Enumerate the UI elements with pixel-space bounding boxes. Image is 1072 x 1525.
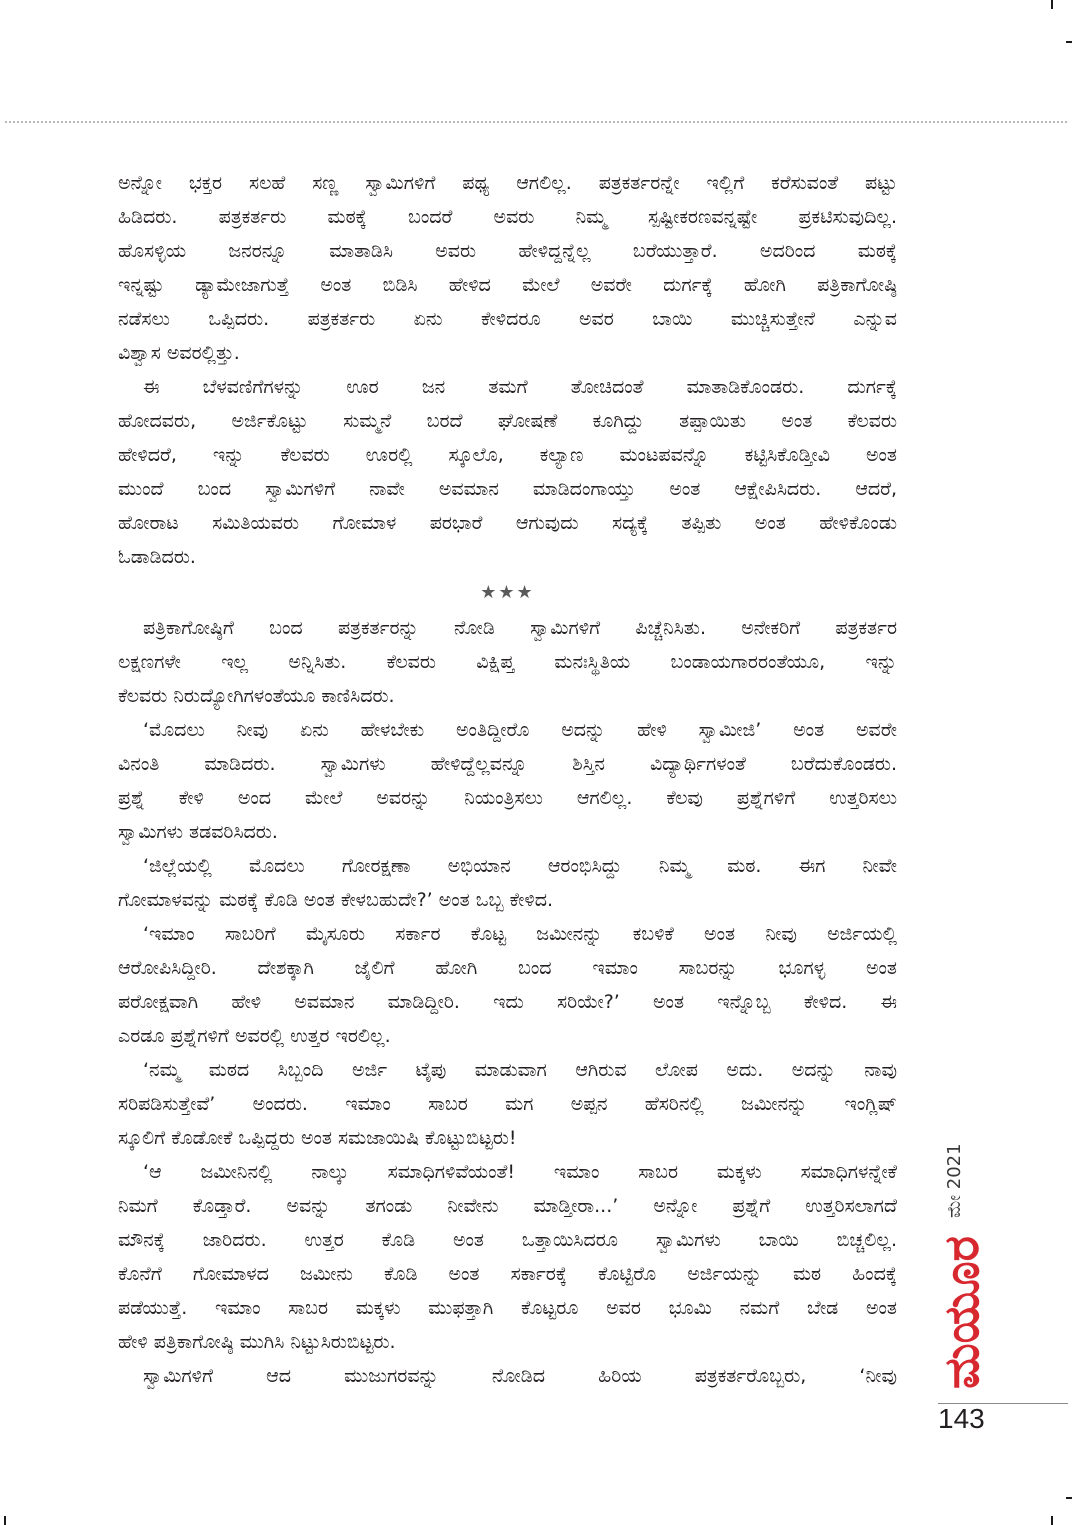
text-line: ವಿನಂತಿ ಮಾಡಿದರು. ಸ್ವಾಮಿಗಳು ಹೇಳಿದ್ದೆಲ್ಲವನ್ನೂ ಶಿಸ್ತಿನ ವಿದ್ಯಾರ್ಥಿಗಳಂತೆ ಬರೆದುಕೊಂಡರು. [118,753,897,775]
crop-mark-right-top [1066,41,1072,43]
text-line: ಸ್ವಾಮಿಗಳಿಗೆ ಆದ ಮುಜುಗರವನ್ನು ನೋಡಿದ ಹಿರಿಯ ಪತ್ರಕರ್ತರೊಬ್ಬರು, ‘ನೀವು [143,1365,897,1387]
text-line: ಹಿಡಿದರು. ಪತ್ರಕರ್ತರು ಮಠಕ್ಕೆ ಬಂದರೆ ಅವರು ನಿಮ್ಮ ಸ್ಪಷ್ಟೀಕರಣವನ್ನಷ್ಟೇ ಪ್ರಕಟಿಸುವುದಿಲ್ಲ. [118,206,897,228]
text-line: ಹೊಸಳ್ಳಿಯ ಜನರನ್ನೂ ಮಾತಾಡಿಸಿ ಅವರು ಹೇಳಿದ್ದನ್ನೆಲ್ಲ ಬರೆಯುತ್ತಾರೆ. ಅದರಿಂದ ಮಠಕ್ಕೆ [118,240,897,262]
text-line: ಇನ್ನಷ್ಟು ಡ್ಯಾಮೇಜಾಗುತ್ತೆ ಅಂತ ಬಿಡಿಸಿ ಹೇಳಿದ ಮೇಲೆ ಅವರೇ ದುರ್ಗಕ್ಕೆ ಹೋಗಿ ಪತ್ರಿಕಾಗೋಷ್ಠಿ [118,274,897,296]
text-line: ಪಡೆಯುತ್ತೆ. ಇಮಾಂ ಸಾಬರ ಮಕ್ಕಳು ಮುಫತ್ತಾಗಿ ಕೊಟ್ಟರೂ ಅವರ ಭೂಮಿ ನಮಗೆ ಬೇಡ ಅಂತ [118,1297,897,1319]
text-line: ನಡೆಸಲು ಒಪ್ಪಿದರು. ಪತ್ರಕರ್ತರು ಏನು ಕೇಳಿದರೂ ಅವರ ಬಾಯಿ ಮುಚ್ಚಿಸುತ್ತೇನೆ ಎನ್ನುವ [118,308,897,330]
paragraph [118,713,897,849]
paragraph [118,1053,897,1155]
text-line: ಮೌನಕ್ಕೆ ಜಾರಿದರು. ಉತ್ತರ ಕೊಡಿ ಅಂತ ಒತ್ತಾಯಿಸಿದರೂ ಸ್ವಾಮಿಗಳು ಬಾಯಿ ಬಿಚ್ಚಲಿಲ್ಲ. [118,1229,897,1251]
text-line: ಕೆಲವರು ನಿರುದ್ಯೋಗಿಗಳಂತೆಯೂ ಕಾಣಿಸಿದರು. [118,685,395,707]
text-line: ಹೇಳಿದರೆ, ಇನ್ನು ಕೆಲವರು ಊರಲ್ಲಿ ಸ್ಕೂಲೊ, ಕಲ್ಯಾಣ ಮಂಟಪವನ್ನೊ ಕಟ್ಟಿಸಿಕೊಡ್ತೀವಿ ಅಂತ [118,444,897,466]
magazine-logo: ಮಯೂರ [934,1235,990,1389]
paragraph [118,1359,897,1393]
text-line: ಆರೋಪಿಸಿದ್ದೀರಿ. ದೇಶಕ್ಕಾಗಿ ಜೈಲಿಗೆ ಹೋಗಿ ಬಂದ ಇಮಾಂ ಸಾಬರನ್ನು ಭೂಗಳ್ಳ ಅಂತ [118,957,897,979]
text-line: ವಿಶ್ವಾಸ ಅವರಲ್ಲಿತ್ತು. [118,342,240,364]
text-line: ಸ್ವಾಮಿಗಳು ತಡವರಿಸಿದರು. [118,821,278,843]
paragraph [118,849,897,917]
paragraph [118,370,897,574]
text-line: ಪತ್ರಿಕಾಗೋಷ್ಠಿಗೆ ಬಂದ ಪತ್ರಕರ್ತರನ್ನು ನೋಡಿ ಸ್ವಾಮಿಗಳಿಗೆ ಪಿಚ್ಚೆನಿಸಿತು. ಅನೇಕರಿಗೆ ಪತ್ರಕರ್ತರ [143,617,897,639]
crop-mark-right-bottom [1066,1497,1072,1499]
text-line: ಲಕ್ಷಣಗಳೇ ಇಲ್ಲ ಅನ್ನಿಸಿತು. ಕೆಲವರು ವಿಕ್ಷಿಪ್ತ ಮನಃಸ್ಥಿತಿಯ ಬಂಡಾಯಗಾರರಂತೆಯೂ, ಇನ್ನು [118,651,897,673]
text-line: ಮುಂದೆ ಬಂದ ಸ್ವಾಮಿಗಳಿಗೆ ನಾವೇ ಅವಮಾನ ಮಾಡಿದಂಗಾಯ್ತು ಅಂತ ಆಕ್ಷೇಪಿಸಿದರು. ಆದರೆ, [118,478,897,500]
text-line: ಪ್ರಶ್ನೆ ಕೇಳಿ ಅಂದ ಮೇಲೆ ಅವರನ್ನು ನಿಯಂತ್ರಿಸಲು ಆಗಲಿಲ್ಲ. ಕೆಲವು ಪ್ರಶ್ನೆಗಳಿಗೆ ಉತ್ತರಿಸಲು [118,787,897,809]
text-line: ಹೇಳಿ ಪತ್ರಿಕಾಗೋಷ್ಠಿ ಮುಗಿಸಿ ನಿಟ್ಟುಸಿರುಬಿಟ್ಟರು. [118,1331,396,1353]
paragraph [118,1155,897,1359]
text-line: ‘ಇಮಾಂ ಸಾಬರಿಗೆ ಮೈಸೂರು ಸರ್ಕಾರ ಕೊಟ್ಟ ಜಮೀನನ್ನು ಕಬಳಿಕೆ ಅಂತ ನೀವು ಅರ್ಜಿಯಲ್ಲಿ [143,923,897,945]
crop-mark-top-right [1051,0,1053,9]
text-line: ಈ ಬೆಳವಣಿಗೆಗಳನ್ನು ಊರ ಜನ ತಮಗೆ ತೋಚಿದಂತೆ ಮಾತಾಡಿಕೊಂಡರು. ದುರ್ಗಕ್ಕೆ [143,376,897,398]
paragraph [118,166,897,370]
crop-mark-bottom-left [4,1516,6,1525]
paragraph [118,917,897,1053]
text-line: ‘ಆ ಜಮೀನಿನಲ್ಲಿ ನಾಲ್ಕು ಸಮಾಧಿಗಳಿವೆಯಂತೆ! ಇಮಾಂ ಸಾಬರ ಮಕ್ಕಳು ಸಮಾಧಿಗಳನ್ನೇಕೆ [143,1161,897,1183]
section-separator: ★★★ [480,582,535,603]
text-line: ಪರೋಕ್ಷವಾಗಿ ಹೇಳಿ ಅವಮಾನ ಮಾಡಿದ್ದೀರಿ. ಇದು ಸರಿಯೇ?’ ಅಂತ ಇನ್ನೊಬ್ಬ ಕೇಳಿದ. ಈ [118,991,897,1013]
text-line: ಅನ್ನೋ ಭಕ್ತರ ಸಲಹೆ ಸಣ್ಣ ಸ್ವಾಮಿಗಳಿಗೆ ಪಥ್ಯ ಆಗಲಿಲ್ಲ. ಪತ್ರಕರ್ತರನ್ನೇ ಇಲ್ಲಿಗೆ ಕರೆಸುವಂತೆ ಪಟ್ಟು [118,172,897,194]
text-line: ಹೋರಾಟ ಸಮಿತಿಯವರು ಗೋಮಾಳ ಪರಭಾರೆ ಆಗುವುದು ಸದ್ಯಕ್ಕೆ ತಪ್ಪಿತು ಅಂತ ಹೇಳಿಕೊಂಡು [118,512,897,534]
text-line: ಕೊನೆಗೆ ಗೋಮಾಳದ ಜಮೀನು ಕೊಡಿ ಅಂತ ಸರ್ಕಾರಕ್ಕೆ ಕೊಟ್ಟಿರೊ ಅರ್ಜಿಯನ್ನು ಮಠ ಹಿಂದಕ್ಕೆ [118,1263,897,1285]
text-line: ಸ್ಕೂಲಿಗೆ ಕೊಡೋಕೆ ಒಪ್ಪಿದ್ದರು ಅಂತ ಸಮಜಾಯಿಷಿ ಕೊಟ್ಟುಬಿಟ್ಟರು! [118,1127,517,1149]
text-line: ಸರಿಪಡಿಸುತ್ತೇವೆ’ ಅಂದರು. ಇಮಾಂ ಸಾಬರ ಮಗ ಅಪ್ಪನ ಹೆಸರಿನಲ್ಲಿ ಜಮೀನನ್ನು ಇಂಗ್ಲಿಷ್ [118,1093,897,1115]
header-dotted-rule [5,121,1067,123]
article-body [118,166,897,1393]
text-line: ನಿಮಗೆ ಕೊಡ್ತಾರೆ. ಅವನ್ನು ತಗಂಡು ನೀವೇನು ಮಾಡ್ತೀರಾ...’ ಅನ್ನೋ ಪ್ರಶ್ನೆಗೆ ಉತ್ತರಿಸಲಾಗದೆ [118,1195,897,1217]
text-line: ಎರಡೂ ಪ್ರಶ್ನೆಗಳಿಗೆ ಅವರಲ್ಲಿ ಉತ್ತರ ಇರಲಿಲ್ಲ. [118,1025,391,1047]
paragraph [118,611,897,713]
text-line: ಗೋಮಾಳವನ್ನು ಮಠಕ್ಕೆ ಕೊಡಿ ಅಂತ ಕೇಳಬಹುದೇ?’ ಅಂತ ಒಬ್ಬ ಕೇಳಿದ. [118,889,554,911]
text-line: ‘ನಮ್ಮ ಮಠದ ಸಿಬ್ಬಂದಿ ಅರ್ಜಿ ಟೈಪು ಮಾಡುವಾಗ ಆಗಿರುವ ಲೋಪ ಅದು. ಅದನ್ನು ನಾವು [143,1059,897,1081]
text-line: ‘ಜಿಲ್ಲೆಯಲ್ಲಿ ಮೊದಲು ಗೋರಕ್ಷಣಾ ಅಭಿಯಾನ ಆರಂಭಿಸಿದ್ದು ನಿಮ್ಮ ಮಠ. ಈಗ ನೀವೇ [143,855,897,877]
text-line: ಓಡಾಡಿದರು. [118,546,196,568]
issue-date: ಮೇ 2021 [944,1143,965,1218]
text-line: ‘ಮೊದಲು ನೀವು ಏನು ಹೇಳಬೇಕು ಅಂತಿದ್ದೀರೊ ಅದನ್ನು ಹೇಳಿ ಸ್ವಾಮೀಜಿ’ ಅಂತ ಅವರೇ [143,719,897,741]
crop-mark-bottom-right [1051,1516,1053,1525]
text-line: ಹೋದವರು, ಅರ್ಜಿಕೊಟ್ಟು ಸುಮ್ಮನೆ ಬರದೆ ಘೋಷಣೆ ಕೂಗಿದ್ದು ತಪ್ಪಾಯಿತು ಅಂತ ಕೆಲವರು [118,410,897,432]
page-number: 143 [938,1403,985,1434]
